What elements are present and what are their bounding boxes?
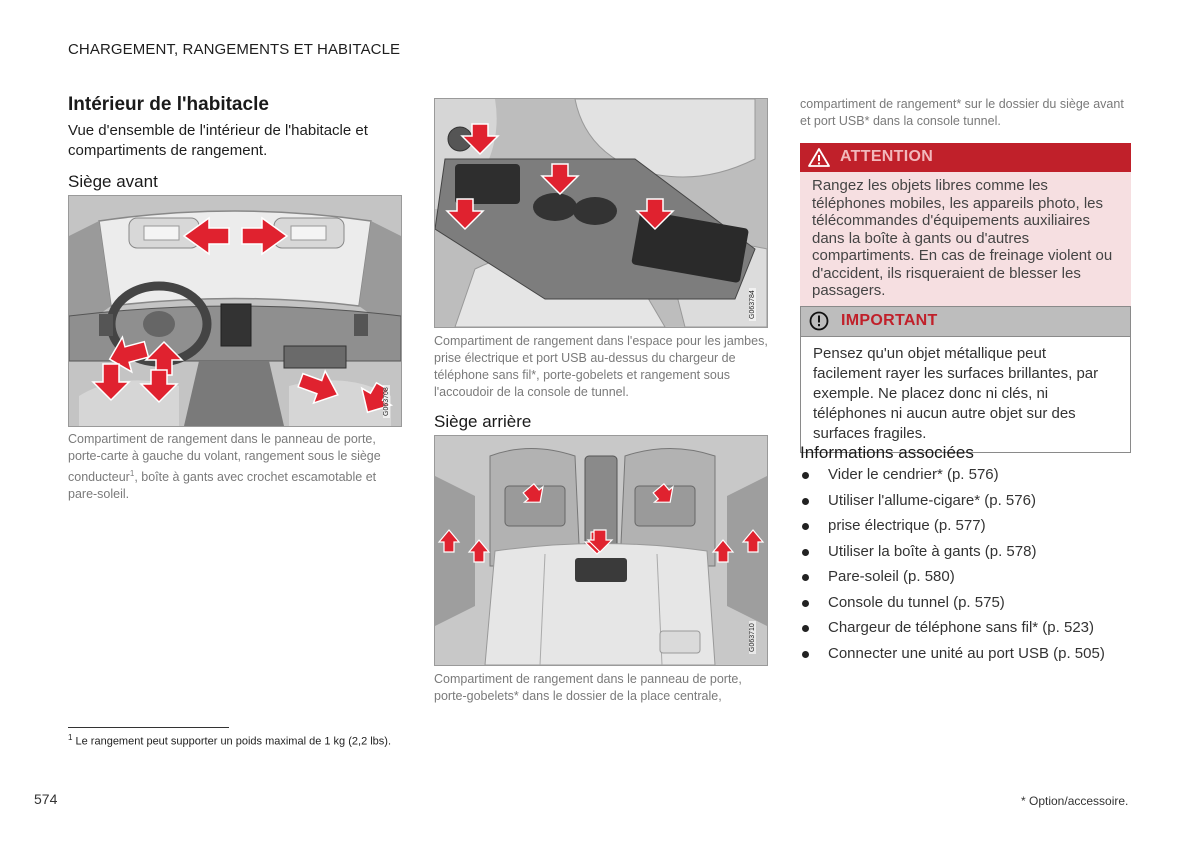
attention-box	[800, 143, 1131, 308]
exclamation-circle-icon	[809, 311, 829, 331]
related-link-ashtray[interactable]: Vider le cendrier* (p. 576)	[800, 462, 1105, 488]
related-info-list	[800, 462, 1105, 666]
related-link-cigarette-lighter[interactable]: Utiliser l'allume-cigare* (p. 576)	[800, 488, 1105, 514]
related-link-wireless-charger[interactable]: Chargeur de téléphone sans fil* (p. 523)	[800, 615, 1105, 641]
important-label: IMPORTANT	[841, 312, 938, 329]
attention-label: ATTENTION	[840, 148, 934, 165]
front-seat-caption: Compartiment de rangement dans le panneau de porte, porte-carte à gauche du volant, rangement sous le siège conducteur$^1$, boîte à gants avec crochet escamotable et pare-soleil.	[68, 432, 381, 502]
console-caption: Compartiment de rangement dans l'espace pour les jambes, prise électrique et port USB au-dessus du chargeur de téléphone sans fil*, porte-gobelets et rangement sous l'accoudoir de la console de tunnel.	[434, 334, 768, 399]
console-image-code: G063784	[749, 290, 756, 319]
rear-seat-heading: Siège arrière	[434, 412, 532, 431]
front-seat-image-code: G063708	[383, 387, 390, 416]
option-note: * Option/accessoire.	[1021, 794, 1129, 808]
section-intro: Vue d'ensemble de l'intérieur de l'habitacle et compartiments de rangement.	[68, 122, 368, 159]
attention-header	[800, 143, 1131, 172]
footnote: $^1$ Le rangement peut supporter un poids maximal de 1 kg (2,2 lbs).	[68, 733, 392, 748]
related-link-glove-box[interactable]: Utiliser la boîte à gants (p. 578)	[800, 539, 1105, 565]
footnote-divider	[68, 727, 229, 728]
warning-triangle-icon	[808, 148, 830, 167]
running-header: CHARGEMENT, RANGEMENTS ET HABITACLE	[68, 41, 401, 58]
page-number: 574	[34, 791, 58, 807]
related-info-title: Informations associées	[800, 443, 974, 462]
section-title: Intérieur de l'habitacle	[68, 94, 269, 115]
related-link-power-socket[interactable]: prise électrique (p. 577)	[800, 513, 1105, 539]
rear-seat-image-code: G063710	[749, 623, 756, 652]
rear-seat-caption: Compartiment de rangement dans le panneau de porte, porte-gobelets* dans le dossier de la place centrale,	[434, 672, 742, 703]
front-seat-photo	[68, 195, 402, 427]
important-box	[800, 306, 1131, 453]
attention-text: Rangez les objets libres comme les téléphones mobiles, les appareils photo, les télécommandes d'équipements auxiliaires dans la boîte à gants ou d'autres compartiments. En cas de freinage violent ou d'accident, ils risqueraient de blesser les passagers.	[800, 172, 1131, 308]
important-header	[801, 307, 1130, 337]
related-link-usb-port[interactable]: Connecter une unité au port USB (p. 505)	[800, 641, 1105, 667]
important-text: Pensez qu'un objet métallique peut facilement rayer les surfaces brillantes, par exemple. Ne placez donc ni clés, ni téléphones ni aucun autre objet sur des surfaces fragiles.	[813, 345, 1099, 442]
rear-seat-caption-continued: compartiment de rangement* sur le dossier du siège avant et port USB* dans la console tunnel.	[800, 97, 1124, 128]
related-link-tunnel-console[interactable]: Console du tunnel (p. 575)	[800, 590, 1105, 616]
front-seat-heading: Siège avant	[68, 172, 158, 191]
console-photo	[434, 98, 768, 328]
related-link-sun-visor[interactable]: Pare-soleil (p. 580)	[800, 564, 1105, 590]
rear-seat-photo	[434, 435, 768, 666]
